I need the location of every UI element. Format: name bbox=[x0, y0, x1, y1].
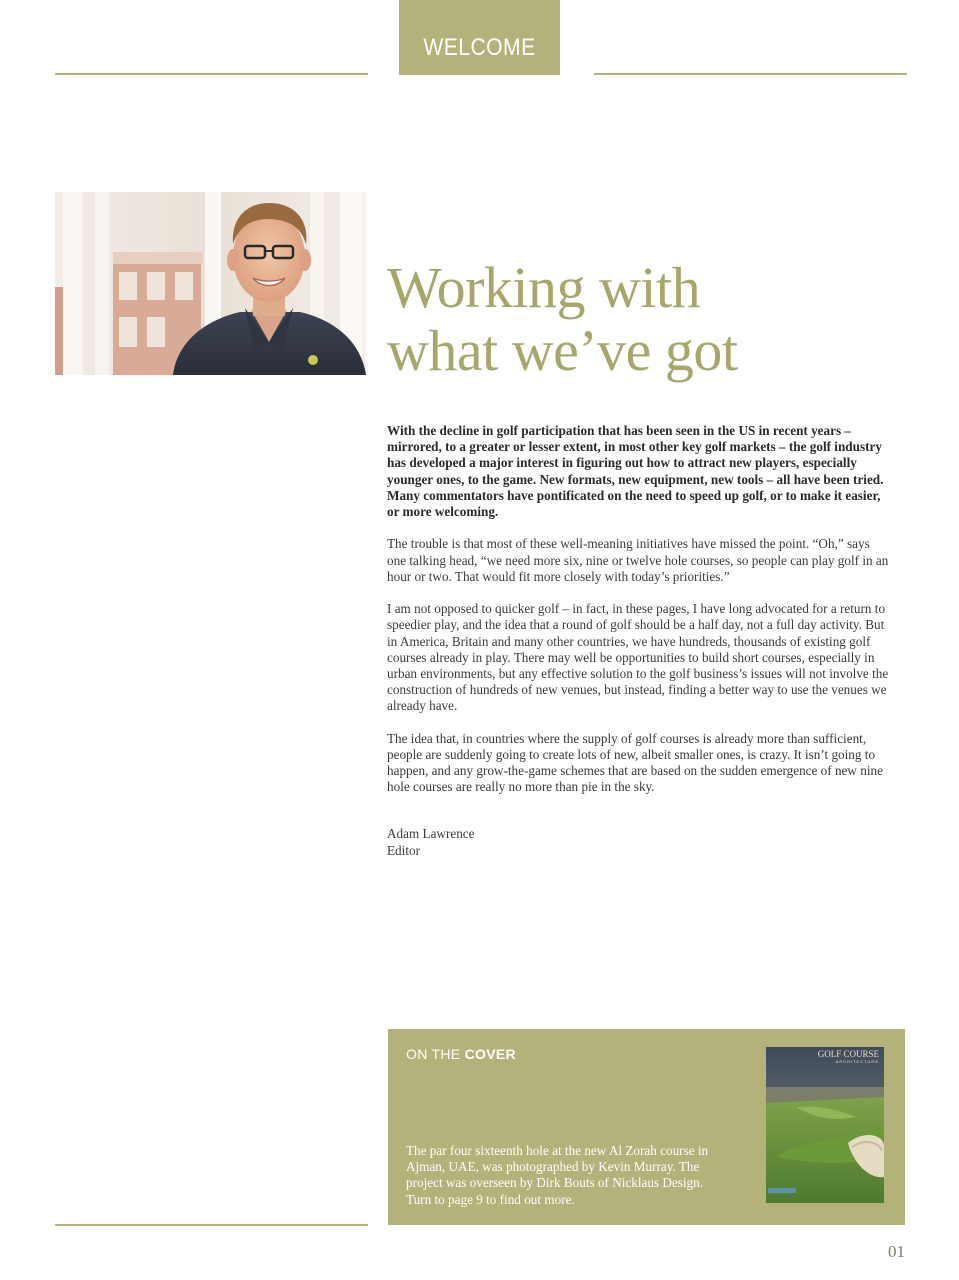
editor-portrait bbox=[55, 192, 366, 375]
article-headline bbox=[387, 256, 927, 382]
article-paragraph: The trouble is that most of these well-meaning initiatives have missed the point. “Oh,” says one talking head, “we need more six, nine or twelve hole courses, so people can play golf in an hour or two. That would fit more closely with today’s priorities.” bbox=[387, 536, 889, 584]
author-name: Adam Lawrence bbox=[387, 826, 475, 841]
headline-line-2: what we’ve got bbox=[387, 318, 738, 383]
header-rule-right bbox=[594, 73, 907, 75]
article-paragraph: The idea that, in countries where the supply of golf courses is already more than sufficient, people are suddenly going to create lots of new, albeit smaller ones, is crazy. It isn’t going to happen, and any grow-the-game schemes that are based on the sudden emergence of new nine hole courses are really no more than pie in the sky. bbox=[387, 730, 883, 795]
on-the-cover-box bbox=[388, 1029, 905, 1225]
article-body bbox=[387, 423, 892, 812]
section-tab-welcome: WELCOME bbox=[399, 0, 560, 75]
cover-thumb-subtitle: ARCHITECTURE bbox=[835, 1059, 879, 1064]
cover-caption: The par four sixteenth hole at the new Al Zorah course in Ajman, UAE, was photographed by Kevin Murray. The project was overseen by Dirk Bouts of Nicklaus Design. Turn to page 9 to find out more. bbox=[406, 1143, 709, 1207]
article-paragraph: I am not opposed to quicker golf – in fact, in these pages, I have long advocated for a return to speedier play, and the idea that a round of golf should be a half day, not a full day activity. But in America, Britain and many other countries, we have hundreds, thousands of existing golf courses already in play. There may well be opportunities to build short courses, especially in urban environments, but any effective solution to the golf business’s issues will not involve the construction of hundreds of new venues, but instead, finding a better way to use the venues we already have. bbox=[387, 601, 889, 714]
author-signoff bbox=[387, 826, 475, 859]
author-title: Editor bbox=[387, 842, 420, 858]
footer-rule-left bbox=[55, 1224, 368, 1226]
article-intro-paragraph: With the decline in golf participation that has been seen in the US in recent years – mirrored, to a greater or lesser extent, in most other key golf markets – the golf industry has developed a major interest in figuring out how to attract new players, especially younger ones, to the game. New formats, new equipment, new tools – all have been tried. Many commentators have pontificated on the need to speed up golf, or to make it easier, or more welcoming. bbox=[387, 423, 884, 520]
cover-heading-prefix: ON THE bbox=[406, 1046, 465, 1062]
header-rule-left bbox=[55, 73, 368, 75]
cover-heading-bold: COVER bbox=[464, 1046, 516, 1062]
magazine-cover-thumbnail bbox=[766, 1047, 884, 1203]
cover-heading bbox=[406, 1046, 516, 1062]
page-number: 01 bbox=[888, 1242, 905, 1261]
headline-line-1: Working with bbox=[387, 255, 701, 320]
cover-thumb-title: GOLF COURSE bbox=[817, 1049, 879, 1059]
